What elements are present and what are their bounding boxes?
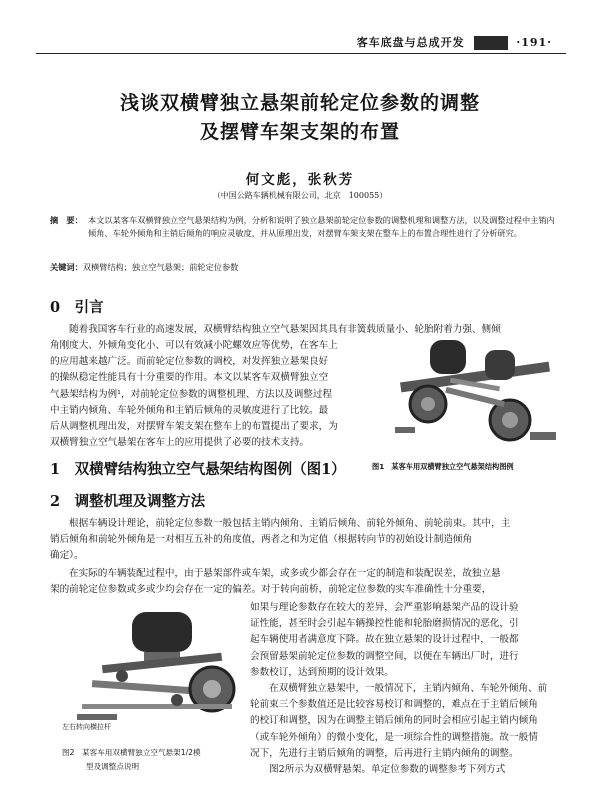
para-line: 图2所示为双横臂悬架。单定位参数的调整参考下列方式 [269,764,506,776]
section-2-para-1 [50,516,555,565]
section-1-heading: 1 双横臂结构独立空气悬架结构图例（图1） [50,461,346,478]
figure-1-suspension-illustration [390,332,565,457]
para-line: 根据车辆设计理论，前轮定位参数一般包括主销内倾角、主销后倾角、前轮外倾角、前轮前束。其中，主 [69,518,511,529]
figure-2-caption [62,746,242,774]
journal-name: 客车底盘与总成开发 [356,36,465,49]
para-line: 证性能，甚至时会引起车辆操控性能和轮胎磨损情况的恶化，引 [250,618,519,630]
keywords-label: 关键词： [50,262,83,272]
page-number: ·191· [516,36,552,49]
para-line: 在双横臂独立悬架中，一般情况下，主销内倾角、车轮外倾角、前 [269,683,548,695]
para-line: 会预留悬架前轮定位参数的调整空间，以便在车辆出厂时，进行 [250,650,519,662]
affiliation: （中国公路车辆机械有限公司，北京 100055） [212,191,388,200]
para-line: 后从调整机理出发，对摆臂车架支架在整车上的布置提出了要求，为 [50,421,338,433]
para-line: （或车轮外倾角）的微小变化，是一项综合性的调整措施。故一般情 [250,731,538,743]
header-rule [36,53,566,54]
para-line: 角刚度大、外倾角变化小、可以有效减小陀螺效应等优势，在客车上 [50,340,338,351]
para-line: 确定）。 [50,550,84,562]
section-2-para-2 [50,566,555,598]
section-0-heading: 0 引言 [50,299,104,316]
figure-2-caption-line-2: 型及调整点说明 [86,762,140,771]
para-line: 中主销内倾角、车轮外倾角和主销后倾角的灵敏度进行了比较。最 [50,404,329,416]
para-line: 架的前轮定位参数或多或少均会存在一定的偏差。对于转向前桥，前轮定位参数的实车准确性十分重要， [50,584,492,596]
para-line: 双横臂独立空气悬架在客车上的应用提供了必要的技术支持。 [50,437,310,449]
para-line: 况下，先进行主销后倾角的调整，后再进行主销内倾角的调整。 [250,747,519,759]
para-line: 起车辆使用者满意度下降。故在独立悬架的设计过程中，一般都 [250,634,519,646]
keywords-text: 双横臂结构；独立空气悬架；前轮定位参数 [82,262,239,272]
section-2-right-column [250,600,560,778]
figure-2-label: 左右转向横拉杆 [62,723,111,731]
section-2-heading: 2 调整机理及调整方法 [50,493,206,510]
abstract-label: 摘 要： [50,215,83,225]
para-line: 参数校订，达到预期的设计效果。 [250,666,394,678]
journal-logo-icon [474,36,508,50]
para-line: 的操纵稳定性能具有十分重要的作用。本文以某客车双横臂独立空 [50,372,329,384]
keywords [50,262,555,273]
para-line: 销后倾角和前轮外倾角是一对相互五补的角度值，两者之和为定值（根据转向节的初始设计制造倾角 [50,534,473,546]
para-line: 在实际的车辆装配过程中，由于悬架部件或车架，或多或少都会存在一定的制造和装配误差，故独立悬 [69,568,501,579]
para-line: 轮前束三个参数值还是比较容易校订和调整的，难点在于主销后倾角 [250,699,538,711]
authors: 何文彪，张秋芳 [245,172,355,188]
para-line: 气悬架结构为例¹，对前轮定位参数的调整机理、方法以及调整过程 [50,388,333,400]
figure-2-caption-line-1: 图2 某客车用双横臂独立空气悬架1/2模 [62,748,201,757]
para-line: 的校订和调整，因为在调整主销后倾角的同时会相应引起主销内倾角 [250,715,538,727]
section-0-para-lines [50,338,380,451]
para-line: 如果与理论参数存在较大的差异，会严重影响悬架产品的设计验 [250,602,519,613]
title-line-2: 及摆臂车架支架的布置 [199,121,400,143]
figure-1-caption: 图1 某客车用双横臂独立空气悬架结构图例 [372,462,514,471]
section-0-para-line-1: 随着我国客车行业的高速发展，双横臂结构独立空气悬架因其具有非簧载质量小、轮胎附着力强、侧倾 [69,324,501,335]
abstract-text: 本文以某客车双横臂独立空气悬架结构为例，分析和说明了独立悬架前轮定位参数的调整机理和调整方法，以及调整过程中主销内倾角、车轮外倾角和主销后倾角的响应灵敏度，并从原理出发，对摆臂车架支架在整车上的布置合理性进行了分析研究。 [88,215,555,238]
para-line: 的应用越来越广泛。而前轮定位参数的调校，对发挥独立悬架良好 [50,356,329,368]
abstract [50,214,555,239]
running-header [357,34,552,50]
title-line-1: 浅谈双横臂独立悬架前轮定位参数的调整 [119,92,480,114]
